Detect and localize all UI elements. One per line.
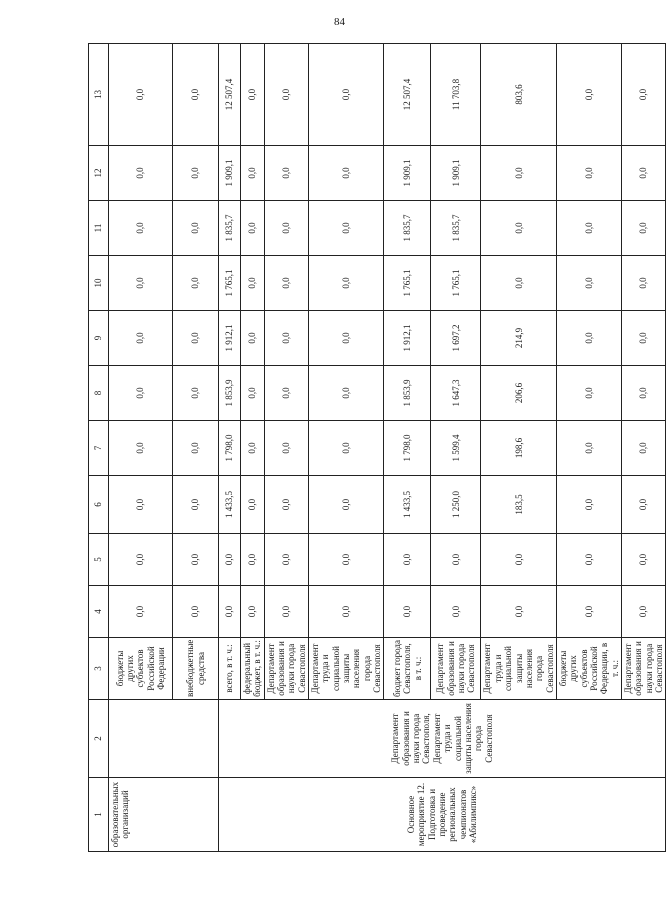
value-cell: 803,6 <box>481 44 556 146</box>
activity-name-cell: Основное мероприятие 12. Подготовка и проведение региональных чемпионатов «Абилимпикс» <box>219 778 666 852</box>
value-cell: 0,0 <box>173 146 219 201</box>
value-cell: 183,5 <box>481 476 556 534</box>
value-cell: 0,0 <box>621 534 665 586</box>
page-number: 84 <box>334 16 345 28</box>
value-cell: 0,0 <box>384 586 431 638</box>
value-cell: 1 697,2 <box>431 311 481 366</box>
table-row <box>109 44 173 852</box>
value-cell: 0,0 <box>481 146 556 201</box>
value-cell: 0,0 <box>241 534 265 586</box>
value-cell: 0,0 <box>264 534 308 586</box>
value-cell: 0,0 <box>556 534 621 586</box>
value-cell: 0,0 <box>621 44 665 146</box>
value-cell: 0,0 <box>241 311 265 366</box>
value-cell: 0,0 <box>173 311 219 366</box>
column-number-header: 13 <box>89 44 109 146</box>
value-cell: 1 912,1 <box>384 311 431 366</box>
value-cell: 0,0 <box>109 586 173 638</box>
funding-source-cell: федеральный бюджет, в т. ч.: <box>241 638 265 700</box>
value-cell: 1 909,1 <box>384 146 431 201</box>
funding-source-cell: Департамент образования и науки города Севастополя <box>264 638 308 700</box>
executor-cell: Департамент образования и науки города Севастополя, Департамент труда и социальной защиты населения города Севастополя <box>219 700 666 778</box>
value-cell: 0,0 <box>309 586 384 638</box>
value-cell: 12 507,4 <box>384 44 431 146</box>
value-cell: 0,0 <box>621 421 665 476</box>
value-cell: 0,0 <box>173 586 219 638</box>
funding-source-cell: бюджеты других субъектов Российской Федерации <box>109 638 173 700</box>
value-cell: 0,0 <box>384 534 431 586</box>
column-number-header: 4 <box>89 586 109 638</box>
value-cell: 0,0 <box>264 44 308 146</box>
value-cell: 0,0 <box>109 201 173 256</box>
value-cell: 1 250,0 <box>431 476 481 534</box>
value-cell: 0,0 <box>621 586 665 638</box>
value-cell: 0,0 <box>264 256 308 311</box>
value-cell: 0,0 <box>621 201 665 256</box>
value-cell: 0,0 <box>173 201 219 256</box>
value-cell: 0,0 <box>556 476 621 534</box>
value-cell: 214,9 <box>481 311 556 366</box>
value-cell: 0,0 <box>109 146 173 201</box>
funding-source-cell: Департамент труда и социальной защиты населения города Севастополя <box>481 638 556 700</box>
column-number-header: 12 <box>89 146 109 201</box>
value-cell: 0,0 <box>241 256 265 311</box>
value-cell: 0,0 <box>309 256 384 311</box>
value-cell: 0,0 <box>309 421 384 476</box>
value-cell: 12 507,4 <box>219 44 241 146</box>
value-cell: 1 835,7 <box>384 201 431 256</box>
value-cell: 0,0 <box>309 366 384 421</box>
value-cell: 0,0 <box>109 256 173 311</box>
funding-source-cell: всего, в т. ч.: <box>219 638 241 700</box>
value-cell: 0,0 <box>309 476 384 534</box>
value-cell: 0,0 <box>173 44 219 146</box>
value-cell: 1 909,1 <box>219 146 241 201</box>
value-cell: 0,0 <box>264 311 308 366</box>
value-cell: 1 599,4 <box>431 421 481 476</box>
value-cell: 1 798,0 <box>219 421 241 476</box>
value-cell: 0,0 <box>556 586 621 638</box>
value-cell: 0,0 <box>241 146 265 201</box>
value-cell: 1 835,7 <box>219 201 241 256</box>
funding-source-cell: внебюджетные средства <box>173 638 219 700</box>
value-cell: 0,0 <box>621 146 665 201</box>
value-cell: 1 798,0 <box>384 421 431 476</box>
value-cell: 0,0 <box>109 534 173 586</box>
value-cell: 0,0 <box>264 421 308 476</box>
column-number-header: 11 <box>89 201 109 256</box>
value-cell: 0,0 <box>109 311 173 366</box>
value-cell: 0,0 <box>309 146 384 201</box>
executor-cell <box>109 700 219 778</box>
value-cell: 11 703,8 <box>431 44 481 146</box>
value-cell: 0,0 <box>621 311 665 366</box>
value-cell: 1 647,3 <box>431 366 481 421</box>
value-cell: 0,0 <box>309 534 384 586</box>
value-cell: 0,0 <box>481 201 556 256</box>
value-cell: 0,0 <box>241 201 265 256</box>
value-cell: 0,0 <box>219 534 241 586</box>
value-cell: 1 853,9 <box>219 366 241 421</box>
value-cell: 1 853,9 <box>384 366 431 421</box>
value-cell: 0,0 <box>309 311 384 366</box>
value-cell: 0,0 <box>431 534 481 586</box>
value-cell: 198,6 <box>481 421 556 476</box>
value-cell: 0,0 <box>241 586 265 638</box>
value-cell: 1 765,1 <box>384 256 431 311</box>
value-cell: 1 912,1 <box>219 311 241 366</box>
funding-source-cell: бюджеты других субъектов Российской Федерации, в т. ч.: <box>556 638 621 700</box>
value-cell: 0,0 <box>173 366 219 421</box>
value-cell: 0,0 <box>309 201 384 256</box>
value-cell: 1 765,1 <box>431 256 481 311</box>
budget-table-area <box>88 44 664 852</box>
value-cell: 0,0 <box>556 311 621 366</box>
column-number-header: 9 <box>89 311 109 366</box>
value-cell: 0,0 <box>481 534 556 586</box>
value-cell: 0,0 <box>309 44 384 146</box>
value-cell: 0,0 <box>264 366 308 421</box>
value-cell: 0,0 <box>241 476 265 534</box>
value-cell: 0,0 <box>109 366 173 421</box>
column-number-header: 8 <box>89 366 109 421</box>
value-cell: 0,0 <box>264 586 308 638</box>
value-cell: 0,0 <box>173 476 219 534</box>
column-number-header: 3 <box>89 638 109 700</box>
value-cell: 0,0 <box>556 366 621 421</box>
value-cell: 0,0 <box>109 44 173 146</box>
value-cell: 0,0 <box>264 146 308 201</box>
column-number-header: 5 <box>89 534 109 586</box>
value-cell: 0,0 <box>109 476 173 534</box>
value-cell: 0,0 <box>264 476 308 534</box>
funding-source-cell: Департамент образования и науки города Севастополя <box>431 638 481 700</box>
value-cell: 1 765,1 <box>219 256 241 311</box>
value-cell: 0,0 <box>621 476 665 534</box>
funding-source-cell: бюджет города Севастополя, в т. ч.: <box>384 638 431 700</box>
value-cell: 0,0 <box>556 44 621 146</box>
value-cell: 0,0 <box>173 534 219 586</box>
value-cell: 1 433,5 <box>384 476 431 534</box>
value-cell: 0,0 <box>173 421 219 476</box>
funding-source-cell: Департамент образования и науки города Севастополя <box>621 638 665 700</box>
funding-source-cell: Департамент труда и социальной защиты населения города Севастополя <box>309 638 384 700</box>
value-cell: 0,0 <box>481 256 556 311</box>
value-cell: 0,0 <box>241 44 265 146</box>
column-number-header: 1 <box>89 778 109 852</box>
value-cell: 0,0 <box>431 586 481 638</box>
header-row <box>89 44 109 852</box>
budget-table <box>88 43 666 852</box>
value-cell: 0,0 <box>556 146 621 201</box>
value-cell: 0,0 <box>556 421 621 476</box>
column-number-header: 7 <box>89 421 109 476</box>
value-cell: 0,0 <box>621 256 665 311</box>
column-number-header: 6 <box>89 476 109 534</box>
value-cell: 0,0 <box>173 256 219 311</box>
table-row <box>219 44 241 852</box>
value-cell: 0,0 <box>219 586 241 638</box>
value-cell: 1 835,7 <box>431 201 481 256</box>
value-cell: 1 433,5 <box>219 476 241 534</box>
value-cell: 0,0 <box>264 201 308 256</box>
column-number-header: 2 <box>89 700 109 778</box>
value-cell: 0,0 <box>556 201 621 256</box>
value-cell: 0,0 <box>109 421 173 476</box>
value-cell: 0,0 <box>621 366 665 421</box>
value-cell: 1 909,1 <box>431 146 481 201</box>
value-cell: 0,0 <box>556 256 621 311</box>
value-cell: 206,6 <box>481 366 556 421</box>
value-cell: 0,0 <box>481 586 556 638</box>
column-number-header: 10 <box>89 256 109 311</box>
value-cell: 0,0 <box>241 421 265 476</box>
activity-name-cell: образовательных организаций <box>109 778 219 852</box>
value-cell: 0,0 <box>241 366 265 421</box>
